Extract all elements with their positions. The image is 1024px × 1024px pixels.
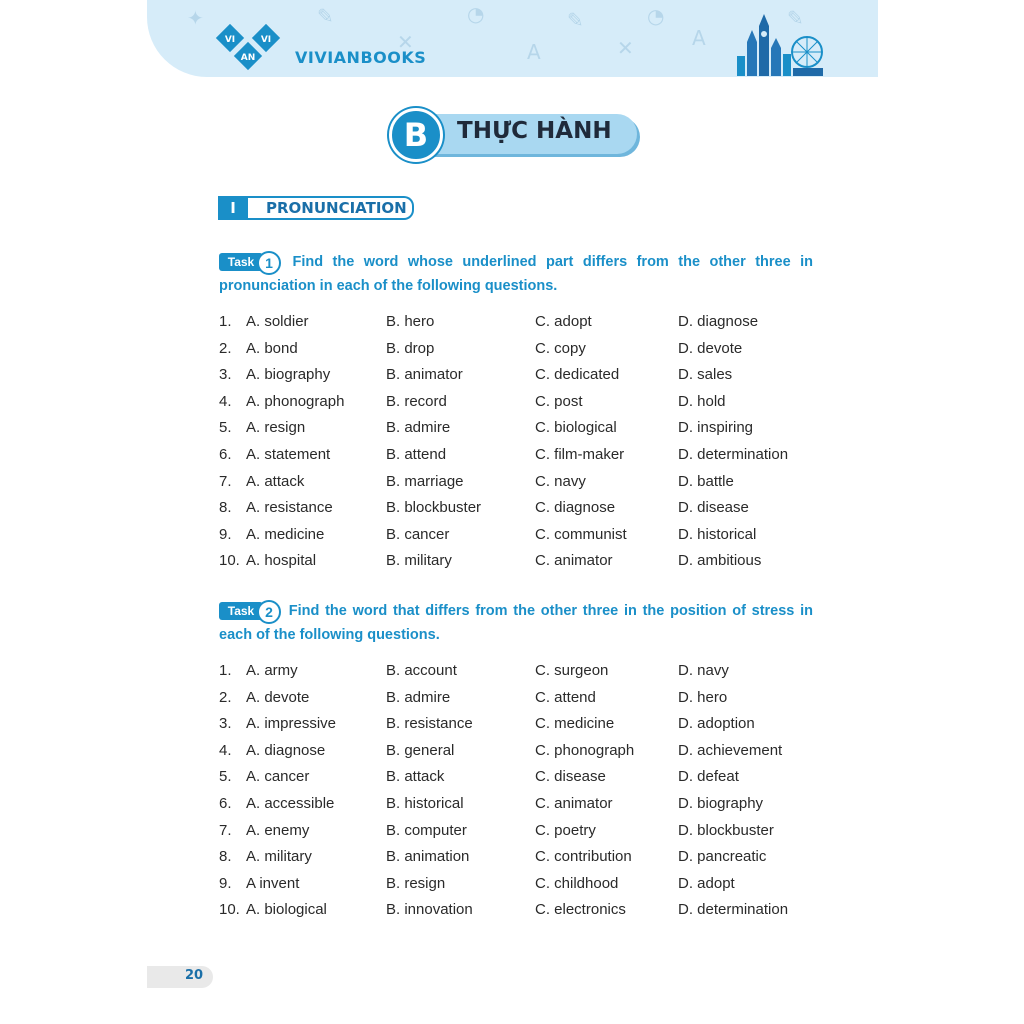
option-d: D. blockbuster — [678, 821, 774, 839]
question-number: 8. — [219, 848, 232, 866]
section-heading — [389, 108, 644, 160]
task-number: 2 — [257, 600, 281, 624]
brand-name: VIVIANBOOKS — [295, 48, 427, 67]
option-d: D. battle — [678, 472, 734, 490]
question-number: 1. — [219, 313, 232, 330]
option-a: A. military — [246, 848, 312, 866]
london-skyline-illustration — [733, 12, 825, 76]
decorative-doodle: ✦ — [187, 6, 204, 30]
option-c: C. contribution — [535, 848, 632, 866]
option-d: D. adopt — [678, 874, 735, 892]
question-row — [219, 848, 819, 870]
option-d: D. disease — [678, 499, 749, 517]
option-a: A invent — [246, 874, 300, 892]
option-c: C. surgeon — [535, 662, 609, 679]
question-row — [219, 795, 819, 817]
option-c: C. diagnose — [535, 499, 616, 517]
option-c: C. animator — [535, 552, 613, 570]
question-row — [219, 526, 819, 548]
decorative-doodle: ✕ — [617, 36, 634, 60]
question-number: 5. — [219, 419, 232, 437]
option-c: C. disease — [535, 768, 606, 786]
option-a: A. bond — [246, 339, 298, 357]
option-b: B. cancer — [386, 525, 450, 543]
option-b: B. historical — [386, 795, 464, 812]
option-b: B. innovation — [386, 901, 473, 919]
task-number: 1 — [257, 251, 281, 275]
decorative-doodle: A — [527, 40, 541, 64]
question-number: 7. — [219, 472, 232, 490]
option-d: D. ambitious — [678, 552, 762, 570]
option-c: C. medicine — [535, 715, 615, 733]
option-d: D. hero — [678, 688, 728, 706]
question-number: 3. — [219, 366, 232, 384]
option-b: B. attend — [386, 446, 447, 463]
option-b: B. blockbuster — [386, 499, 482, 517]
option-d: D. devote — [678, 339, 743, 357]
question-row — [219, 473, 819, 495]
option-b: B. marriage — [386, 472, 464, 490]
task-badge — [219, 251, 283, 273]
option-c: C. poetry — [535, 821, 596, 839]
option-b: B. hero — [386, 313, 435, 330]
option-a: A. resign — [246, 419, 306, 437]
task-instruction-text — [219, 250, 813, 298]
question-number: 8. — [219, 499, 232, 517]
decorative-doodle: ◔ — [647, 4, 665, 28]
page-number: 20 — [185, 968, 204, 983]
section-letter: B — [403, 116, 429, 154]
option-d: D. defeat — [678, 768, 739, 786]
question-row — [219, 313, 819, 335]
task-label: Task — [219, 253, 263, 271]
question-row — [219, 875, 819, 897]
question-row — [219, 822, 819, 844]
option-d: D. hold — [678, 392, 726, 410]
option-b: B. admire — [386, 688, 451, 706]
question-row — [219, 715, 819, 737]
question-number: 5. — [219, 768, 232, 786]
option-a: A. devote — [246, 688, 310, 706]
task-1-instruction — [219, 250, 813, 298]
decorative-doodle: ◔ — [467, 2, 485, 26]
vivianbooks-logo — [215, 24, 287, 76]
question-number: 2. — [219, 688, 232, 706]
option-c: C. biological — [535, 419, 617, 437]
question-number: 1. — [219, 662, 232, 679]
option-b: B. computer — [386, 821, 467, 839]
task-2-text: Find the word that differs from the other three in the position of stress in each of the following questions. — [219, 603, 813, 643]
option-a: A. enemy — [246, 821, 310, 839]
option-d: D. achievement — [678, 741, 783, 759]
task-label: Task — [219, 602, 263, 620]
question-row — [219, 393, 819, 415]
option-a: A. accessible — [246, 795, 335, 812]
option-b: B. account — [386, 662, 457, 679]
question-number: 10. — [219, 901, 240, 919]
question-number: 3. — [219, 715, 232, 733]
option-b: B. drop — [386, 339, 435, 357]
option-d: D. determination — [678, 446, 789, 463]
question-number: 6. — [219, 795, 232, 812]
section-title: THỰC HÀNH — [457, 118, 612, 144]
question-number: 2. — [219, 339, 232, 357]
task-1-text: Find the word whose underlined part differs from the other three in pronunciation in each of the following questions. — [219, 254, 814, 294]
decorative-doodle: ✎ — [567, 8, 584, 32]
option-b: B. attack — [386, 768, 445, 786]
option-d: D. determination — [678, 901, 789, 919]
option-b: B. resign — [386, 874, 446, 892]
page-number-tab — [147, 966, 213, 988]
option-c: C. post — [535, 392, 583, 410]
task-instruction-text — [219, 599, 813, 647]
question-row — [219, 340, 819, 362]
option-a: A. medicine — [246, 525, 325, 543]
task-2-instruction — [219, 599, 813, 647]
option-c: C. animator — [535, 795, 613, 812]
option-d: D. pancreatic — [678, 848, 767, 866]
option-b: B. military — [386, 552, 452, 570]
option-c: C. dedicated — [535, 366, 620, 384]
option-b: B. admire — [386, 419, 451, 437]
question-row — [219, 768, 819, 790]
option-a: A. diagnose — [246, 741, 326, 759]
option-c: C. copy — [535, 339, 586, 357]
option-a: A. phonograph — [246, 392, 345, 410]
part-title: PRONUNCIATION — [266, 199, 407, 217]
option-a: A. biography — [246, 366, 331, 384]
page-header-banner — [147, 0, 878, 77]
option-c: C. phonograph — [535, 741, 635, 759]
decorative-doodle: A — [692, 26, 706, 50]
option-d: D. navy — [678, 662, 729, 679]
option-a: A. biological — [246, 901, 327, 919]
question-number: 6. — [219, 446, 232, 463]
question-row — [219, 901, 819, 923]
question-row — [219, 689, 819, 711]
option-b: B. record — [386, 392, 447, 410]
question-number: 4. — [219, 741, 232, 759]
question-row — [219, 419, 819, 441]
option-d: D. historical — [678, 525, 757, 543]
question-number: 7. — [219, 821, 232, 839]
svg-text:AN: AN — [240, 53, 256, 63]
question-row — [219, 499, 819, 521]
question-number: 9. — [219, 874, 232, 892]
option-a: A. statement — [246, 446, 331, 463]
option-a: A. cancer — [246, 768, 310, 786]
question-row — [219, 742, 819, 764]
option-b: B. resistance — [386, 715, 473, 733]
question-row — [219, 552, 819, 574]
option-d: D. diagnose — [678, 313, 759, 330]
option-c: C. film-maker — [535, 446, 625, 463]
part-number: I — [218, 196, 248, 220]
option-b: B. general — [386, 741, 455, 759]
option-c: C. navy — [535, 472, 586, 490]
option-a: A. attack — [246, 472, 305, 490]
question-number: 4. — [219, 392, 232, 410]
question-row — [219, 446, 819, 468]
decorative-doodle: ✎ — [787, 6, 804, 30]
option-b: B. animator — [386, 366, 463, 384]
option-d: D. sales — [678, 366, 733, 384]
question-number: 9. — [219, 525, 232, 543]
option-c: C. childhood — [535, 874, 619, 892]
option-d: D. biography — [678, 795, 764, 812]
option-b: B. animation — [386, 848, 470, 866]
option-a: A. resistance — [246, 499, 333, 517]
decorative-doodle: ✕ — [397, 30, 414, 54]
option-d: D. adoption — [678, 715, 755, 733]
question-number: 10. — [219, 552, 240, 570]
task-badge — [219, 600, 283, 622]
option-c: C. adopt — [535, 313, 592, 330]
svg-text:VI: VI — [260, 35, 272, 45]
option-c: C. electronics — [535, 901, 626, 919]
option-a: A. hospital — [246, 552, 317, 570]
option-a: A. soldier — [246, 313, 309, 330]
svg-text:VI: VI — [224, 35, 236, 45]
option-a: A. army — [246, 662, 298, 679]
option-a: A. impressive — [246, 715, 337, 733]
question-row — [219, 366, 819, 388]
option-d: D. inspiring — [678, 419, 754, 437]
question-row — [219, 662, 819, 684]
decorative-doodle: ✎ — [317, 4, 334, 28]
option-c: C. communist — [535, 525, 627, 543]
option-c: C. attend — [535, 688, 596, 706]
part-heading — [218, 196, 414, 220]
